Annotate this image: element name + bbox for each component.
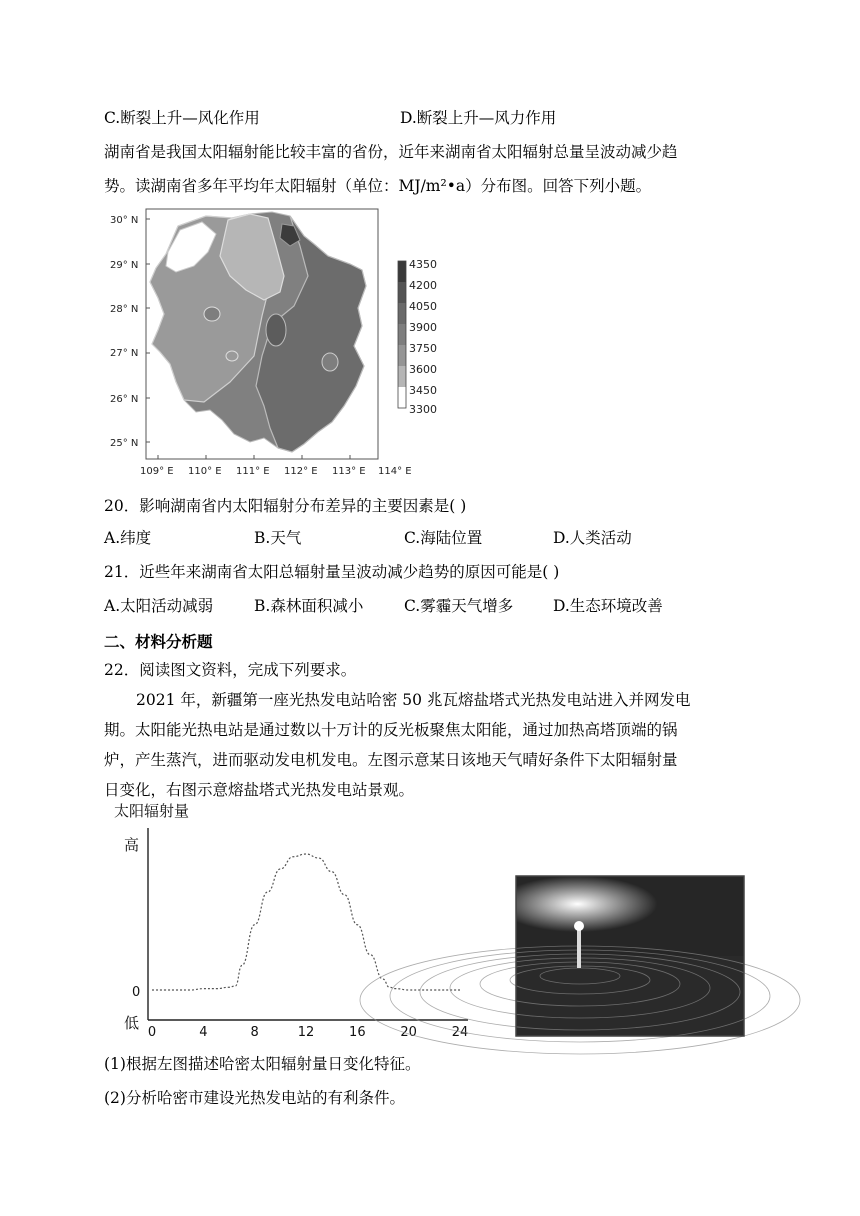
- lon-label-113: 113° E: [332, 466, 366, 477]
- intro-line-2: 势。读湖南省多年平均年太阳辐射（单位：MJ/m²•a）分布图。回答下列小题。: [104, 177, 652, 195]
- section-heading: 二、材料分析题: [104, 633, 213, 651]
- legend-swatch-5: [398, 345, 406, 366]
- central-island-2: [266, 314, 286, 346]
- lat-label-27: 27° N: [110, 348, 139, 359]
- x-tick-label: 20: [400, 1025, 417, 1040]
- lon-label-112: 112° E: [284, 466, 318, 477]
- lat-label-30: 30° N: [110, 215, 139, 226]
- legend-swatch-3: [398, 303, 406, 324]
- solar-tower-photo: [516, 876, 744, 1036]
- legend-label-3600: 3600: [409, 363, 437, 376]
- x-tick-label: 0: [147, 1025, 157, 1040]
- legend-swatch-6: [398, 366, 406, 387]
- q21-option-b: B.森林面积减小: [254, 597, 364, 615]
- legend-label-4200: 4200: [409, 279, 437, 292]
- q21-stem: 21．近些年来湖南省太阳总辐射量呈波动减少趋势的原因可能是( ): [104, 563, 560, 581]
- east-island: [322, 353, 338, 371]
- legend-label-3900: 3900: [409, 321, 437, 334]
- legend-label-3450: 3450: [409, 384, 437, 397]
- q22-para-line-1: 2021 年，新疆第一座光热发电站哈密 50 兆瓦熔盐塔式光热发电站进入并网发电: [136, 691, 691, 709]
- q22-para-line-4: 日变化，右图示意熔盐塔式光热发电站景观。: [104, 781, 415, 799]
- lat-label-29: 29° N: [110, 260, 139, 271]
- legend-label-4350: 4350: [409, 258, 437, 271]
- q22-para-line-3: 炉，产生蒸汽，进而驱动发电机发电。左图示意某日该地天气晴好条件下太阳辐射量: [104, 751, 678, 769]
- q22-material-paragraph: [104, 685, 754, 805]
- q21-option-d: D.生态环境改善: [553, 597, 663, 615]
- lon-label-114: 114° E: [378, 466, 412, 477]
- q22-sub-1: (1)根据左图描述哈密太阳辐射量日变化特征。: [104, 1055, 421, 1073]
- q22-stem: 22．阅读图文资料，完成下列要求。: [104, 661, 357, 679]
- x-tick-label: 12: [297, 1025, 315, 1040]
- central-island-1: [204, 307, 220, 321]
- latitude-labels: [110, 215, 138, 449]
- q20-option-d: D.人类活动: [553, 529, 632, 547]
- q19-option-d: D.断裂上升—风力作用: [400, 109, 557, 127]
- chart-ylabel: 太阳辐射量: [114, 802, 190, 820]
- lat-label-26: 26° N: [110, 394, 139, 405]
- intro-line-1: 湖南省是我国太阳辐射能比较丰富的省份，近年来湖南省太阳辐射总量呈波动减少趋: [104, 143, 678, 161]
- q20-option-a: A.纬度: [104, 529, 152, 547]
- lon-label-111: 111° E: [236, 466, 270, 477]
- x-tick-label: 4: [199, 1025, 208, 1040]
- q22-sub-2: (2)分析哈密市建设光热发电站的有利条件。: [104, 1089, 405, 1107]
- lat-label-28: 28° N: [110, 304, 139, 315]
- lon-label-110: 110° E: [188, 466, 222, 477]
- q20-option-c: C.海陆位置: [404, 529, 483, 547]
- x-tick-labels: [148, 1025, 468, 1040]
- q20-option-b: B.天气: [254, 529, 302, 547]
- q22-para-line-2: 期。太阳能光热电站是通过数以十万计的反光板聚焦太阳能，通过加热高塔顶端的锅: [104, 721, 678, 739]
- radiation-legend: [398, 258, 437, 416]
- legend-label-3750: 3750: [409, 342, 437, 355]
- y-tick-zero: 0: [132, 985, 141, 1000]
- q20-stem: 20．影响湖南省内太阳辐射分布差异的主要因素是( ): [104, 497, 467, 515]
- legend-label-4050: 4050: [409, 300, 437, 313]
- x-tick-label: 24: [451, 1025, 469, 1040]
- radiation-curve: [152, 854, 460, 990]
- q19-option-c: C.断裂上升—风化作用: [104, 109, 260, 127]
- lon-label-109: 109° E: [140, 466, 174, 477]
- legend-swatch-1: [398, 261, 406, 282]
- lat-label-25: 25° N: [110, 438, 139, 449]
- q21-option-a: A.太阳活动减弱: [104, 597, 214, 615]
- y-tick-low: 低: [124, 1014, 140, 1032]
- longitude-labels: [140, 466, 412, 477]
- tower-light: [574, 921, 584, 931]
- legend-label-3300: 3300: [409, 403, 437, 416]
- y-tick-high: 高: [124, 836, 140, 854]
- legend-swatch-2: [398, 282, 406, 303]
- legend-swatch-7: [398, 387, 406, 408]
- hunan-radiation-map: [104, 206, 437, 482]
- x-tick-label: 16: [349, 1025, 366, 1040]
- q21-option-c: C.雾霾天气增多: [404, 597, 514, 615]
- small-island: [226, 351, 238, 361]
- tower: [577, 926, 581, 968]
- legend-swatch-4: [398, 324, 406, 345]
- x-tick-label: 8: [250, 1025, 259, 1040]
